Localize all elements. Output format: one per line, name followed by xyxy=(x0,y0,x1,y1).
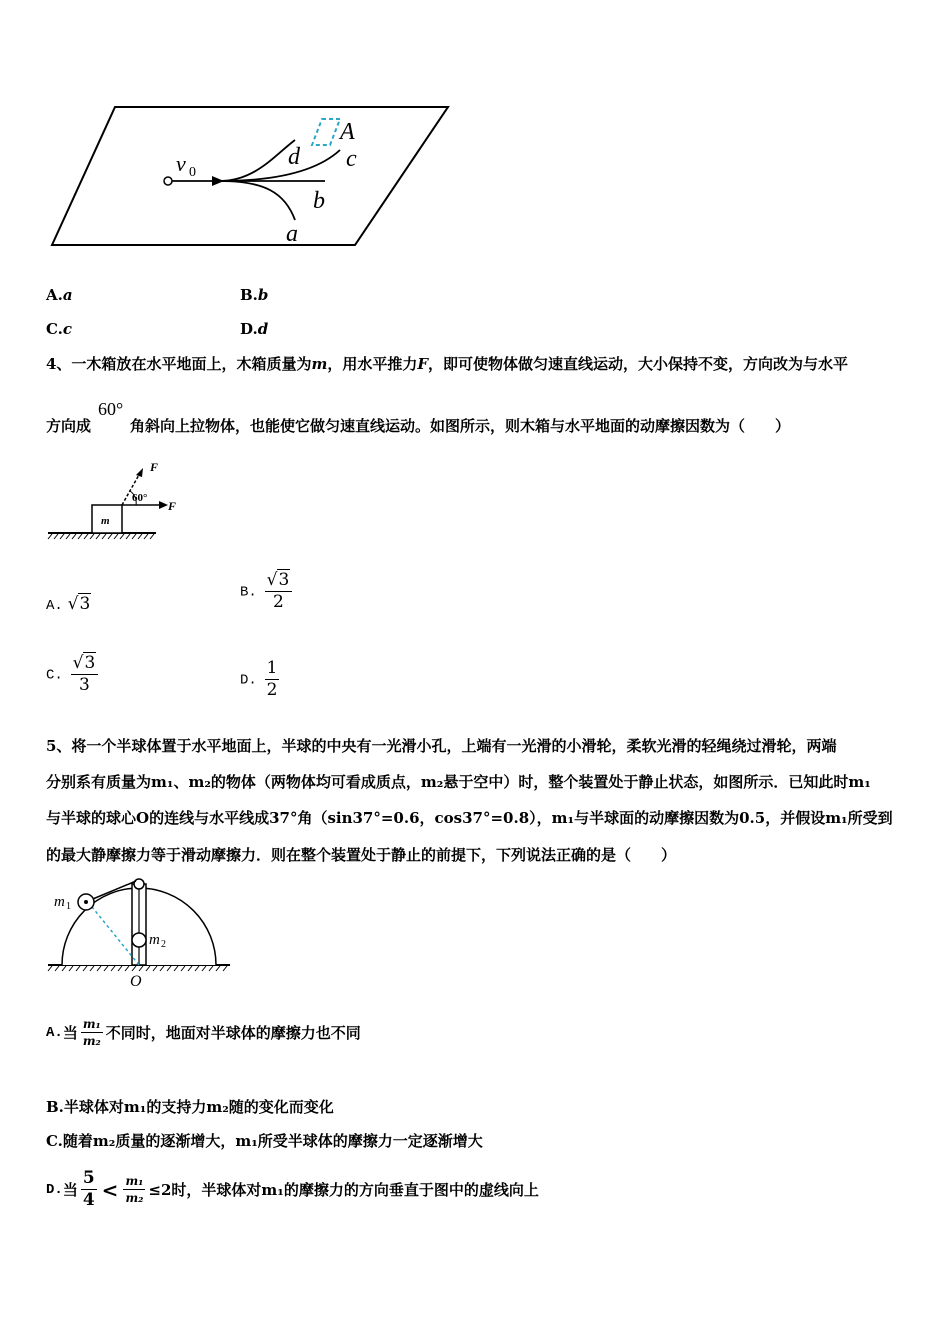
mass-m2 xyxy=(132,933,146,947)
option-key: B. xyxy=(240,286,258,304)
radicand: 3 xyxy=(79,594,91,614)
less-than-sign: < xyxy=(101,1177,119,1202)
q5-stem-line3: 与半球的球心O的连线与水平线成37°角（sin37°=0.6，cos37°=0.8），m₁与半球面的动摩擦因数为0.5，并假设m₁所受到 xyxy=(46,809,893,827)
q4-var-F: F xyxy=(417,355,428,373)
fraction xyxy=(81,1018,103,1047)
denominator: 4 xyxy=(82,1190,95,1210)
option-value: c xyxy=(62,320,73,338)
fraction xyxy=(265,660,280,699)
label-v0-sub: 0 xyxy=(189,165,196,180)
q3-option-c[interactable] xyxy=(46,320,72,338)
q4-text: ，即可使物体做匀速直线运动，大小保持不变，方向改为与水平 xyxy=(428,355,849,373)
q4-var-m: m xyxy=(311,355,328,373)
label-b: b xyxy=(313,188,325,214)
path-a xyxy=(220,181,295,220)
denominator: 3 xyxy=(79,675,90,695)
option-value: b xyxy=(257,286,269,304)
label-v0: v xyxy=(176,151,186,176)
fraction: $\frac{√3}{2}$ xyxy=(265,572,293,611)
q4-option-b[interactable] xyxy=(240,572,295,611)
q4-text: ，用水平推力 xyxy=(327,355,418,373)
numerator: 5 xyxy=(82,1168,95,1188)
label-m1-sub: 1 xyxy=(66,901,71,912)
option-text: ≤2时，半球体对m₁的摩擦力的方向垂直于图中的虚线向上 xyxy=(148,1180,539,1199)
q5-option-d[interactable] xyxy=(46,1170,539,1209)
angle-label: 60° xyxy=(132,492,148,504)
q3-option-b[interactable] xyxy=(240,286,268,304)
radicand: 3 xyxy=(84,653,96,673)
numerator: m₁ xyxy=(125,1174,144,1188)
option-key: A. xyxy=(46,286,63,304)
box-label: m xyxy=(101,515,110,527)
option-key: D. xyxy=(46,1181,63,1198)
option-key: D. xyxy=(240,672,257,689)
plane-parallelogram xyxy=(52,107,448,245)
q5-option-b[interactable]: B.半球体对m₁的支持力m₂随的变化而变化 xyxy=(46,1098,334,1116)
hemisphere-figure xyxy=(44,876,234,994)
trajectory-figure xyxy=(40,95,460,255)
q4-option-d[interactable] xyxy=(240,660,282,699)
target-A xyxy=(312,119,340,145)
q5-stem-line1: 5、将一个半球体置于水平地面上，半球的中央有一光滑小孔，上端有一光滑的小滑轮，柔软光滑的轻绳绕过滑轮，两端 xyxy=(46,737,837,755)
option-text: 不同时，地面对半球体的摩擦力也不同 xyxy=(105,1023,361,1042)
fraction xyxy=(123,1175,145,1204)
option-value: a xyxy=(62,286,73,304)
numerator: m₁ xyxy=(82,1017,101,1031)
q4-option-c[interactable] xyxy=(46,655,101,694)
option-value: d xyxy=(257,320,269,338)
q4-option-a[interactable] xyxy=(46,594,91,614)
option-key: A. xyxy=(46,598,63,614)
start-point xyxy=(164,177,172,185)
option-key: C. xyxy=(46,667,63,684)
option-key: B. xyxy=(240,584,257,601)
denominator: m₂ xyxy=(82,1034,101,1048)
label-a: a xyxy=(286,221,298,247)
option-key: C. xyxy=(46,320,63,338)
label-m2: m xyxy=(149,932,160,948)
q3-option-a[interactable] xyxy=(46,286,73,304)
label-O: O xyxy=(130,973,142,990)
numerator: 1 xyxy=(266,658,278,678)
q3-option-d[interactable] xyxy=(240,320,268,338)
q4-text: 4、一木箱放在水平地面上，木箱质量为 xyxy=(46,355,312,373)
denominator: 2 xyxy=(266,680,278,700)
q4-angle: 60° xyxy=(98,399,124,419)
fraction: $\frac{√3}{3}$ xyxy=(71,655,99,694)
radicand: 3 xyxy=(278,570,290,590)
q5-stem-line4: 的最大静摩擦力等于滑动摩擦力．则在整个装置处于静止的前提下，下列说法正确的是（ ） xyxy=(46,846,677,864)
q5-option-c[interactable]: C.随着m₂质量的逐渐增大，m₁所受半球体的摩擦力一定逐渐增大 xyxy=(46,1132,483,1150)
label-A: A xyxy=(340,119,355,145)
label-d: d xyxy=(288,144,300,170)
label-c: c xyxy=(346,146,357,172)
q5-stem-line2: 分别系有质量为m₁、m₂的物体（两物体均可看成质点，m₂悬于空中）时，整个装置处于静止状态，如图所示．已知此时m₁ xyxy=(46,773,871,791)
F-upper-label: F xyxy=(150,460,159,474)
path-c xyxy=(220,150,340,181)
q4-stem-line2-post: 角斜向上拉物体，也能使它做匀速直线运动。如图所示，则木箱与水平地面的动摩擦因数为（ ） xyxy=(130,417,791,435)
box-force-figure xyxy=(44,455,194,540)
fraction xyxy=(81,1170,97,1209)
q4-stem-line2-pre xyxy=(46,415,91,437)
denominator: m₂ xyxy=(125,1191,144,1205)
q5-option-a[interactable] xyxy=(46,1018,361,1047)
label-m2-sub: 2 xyxy=(161,939,166,950)
denominator: 2 xyxy=(273,592,284,612)
q4-stem-line1 xyxy=(46,353,848,375)
option-text: 当 xyxy=(62,1180,78,1199)
q4-text: 方向成 xyxy=(46,417,92,435)
sqrt-expression: √3 xyxy=(67,594,91,614)
option-key: A. xyxy=(46,1024,63,1041)
label-m1: m xyxy=(54,894,65,910)
F-right-label: F xyxy=(168,499,177,513)
option-key: D. xyxy=(240,320,258,338)
option-text: 当 xyxy=(62,1023,78,1042)
